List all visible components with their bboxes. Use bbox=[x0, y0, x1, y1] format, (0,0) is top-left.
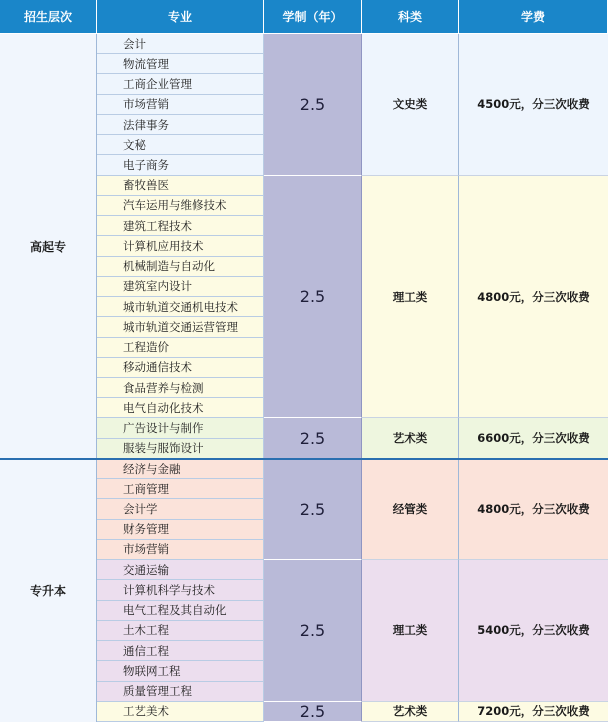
major-cell: 文秘 bbox=[97, 135, 264, 155]
major-cell: 会计学 bbox=[97, 499, 264, 519]
major-cell: 土木工程 bbox=[97, 621, 264, 641]
major-cell: 通信工程 bbox=[97, 641, 264, 661]
major-cell: 经济与金融 bbox=[97, 459, 264, 479]
tuition-cell: 4800元，分三次收费 bbox=[459, 459, 608, 560]
major-cell: 城市轨道交通机电技术 bbox=[97, 297, 264, 317]
major-cell: 电气自动化技术 bbox=[97, 398, 264, 418]
major-cell: 物流管理 bbox=[97, 54, 264, 74]
years-cell: 2.5 bbox=[264, 560, 362, 702]
major-cell: 工程造价 bbox=[97, 338, 264, 358]
major-cell: 汽车运用与维修技术 bbox=[97, 196, 264, 216]
major-cell: 服装与服饰设计 bbox=[97, 439, 264, 459]
major-cell: 畜牧兽医 bbox=[97, 176, 264, 196]
major-cell: 质量管理工程 bbox=[97, 682, 264, 702]
header-category: 科类 bbox=[362, 0, 459, 34]
years-cell: 2.5 bbox=[264, 34, 362, 176]
level-divider bbox=[0, 458, 608, 460]
major-cell: 法律事务 bbox=[97, 115, 264, 135]
major-cell: 机械制造与自动化 bbox=[97, 257, 264, 277]
header-major: 专业 bbox=[97, 0, 264, 34]
category-cell: 文史类 bbox=[362, 34, 459, 176]
major-cell: 电子商务 bbox=[97, 155, 264, 175]
major-cell: 会计 bbox=[97, 34, 264, 54]
tuition-cell: 4500元，分三次收费 bbox=[459, 34, 608, 176]
header-level: 招生层次 bbox=[0, 0, 97, 34]
category-cell: 经管类 bbox=[362, 459, 459, 560]
major-cell: 财务管理 bbox=[97, 520, 264, 540]
header-tuition: 学费 bbox=[459, 0, 608, 34]
level-cell: 专升本 bbox=[0, 459, 97, 722]
major-cell: 城市轨道交通运营管理 bbox=[97, 317, 264, 337]
major-cell: 工艺美术 bbox=[97, 702, 264, 722]
major-cell: 建筑工程技术 bbox=[97, 216, 264, 236]
tuition-cell: 7200元，分三次收费 bbox=[459, 702, 608, 722]
major-cell: 移动通信技术 bbox=[97, 358, 264, 378]
years-cell: 2.5 bbox=[264, 702, 362, 722]
major-cell: 计算机应用技术 bbox=[97, 236, 264, 256]
years-cell: 2.5 bbox=[264, 418, 362, 458]
major-cell: 市场营销 bbox=[97, 95, 264, 115]
major-cell: 市场营销 bbox=[97, 540, 264, 560]
header-years: 学制（年） bbox=[264, 0, 362, 34]
major-cell: 电气工程及其自动化 bbox=[97, 601, 264, 621]
major-cell: 工商管理 bbox=[97, 479, 264, 499]
years-cell: 2.5 bbox=[264, 176, 362, 419]
category-cell: 理工类 bbox=[362, 176, 459, 419]
major-cell: 工商企业管理 bbox=[97, 74, 264, 94]
major-cell: 物联网工程 bbox=[97, 661, 264, 681]
major-cell: 建筑室内设计 bbox=[97, 277, 264, 297]
major-cell: 广告设计与制作 bbox=[97, 418, 264, 438]
major-cell: 交通运输 bbox=[97, 560, 264, 580]
years-cell: 2.5 bbox=[264, 459, 362, 560]
category-cell: 艺术类 bbox=[362, 702, 459, 722]
major-cell: 食品营养与检测 bbox=[97, 378, 264, 398]
tuition-cell: 5400元，分三次收费 bbox=[459, 560, 608, 702]
level-cell: 高起专 bbox=[0, 34, 97, 459]
category-cell: 艺术类 bbox=[362, 418, 459, 458]
tuition-cell: 4800元，分三次收费 bbox=[459, 176, 608, 419]
category-cell: 理工类 bbox=[362, 560, 459, 702]
major-cell: 计算机科学与技术 bbox=[97, 580, 264, 600]
tuition-cell: 6600元，分三次收费 bbox=[459, 418, 608, 458]
